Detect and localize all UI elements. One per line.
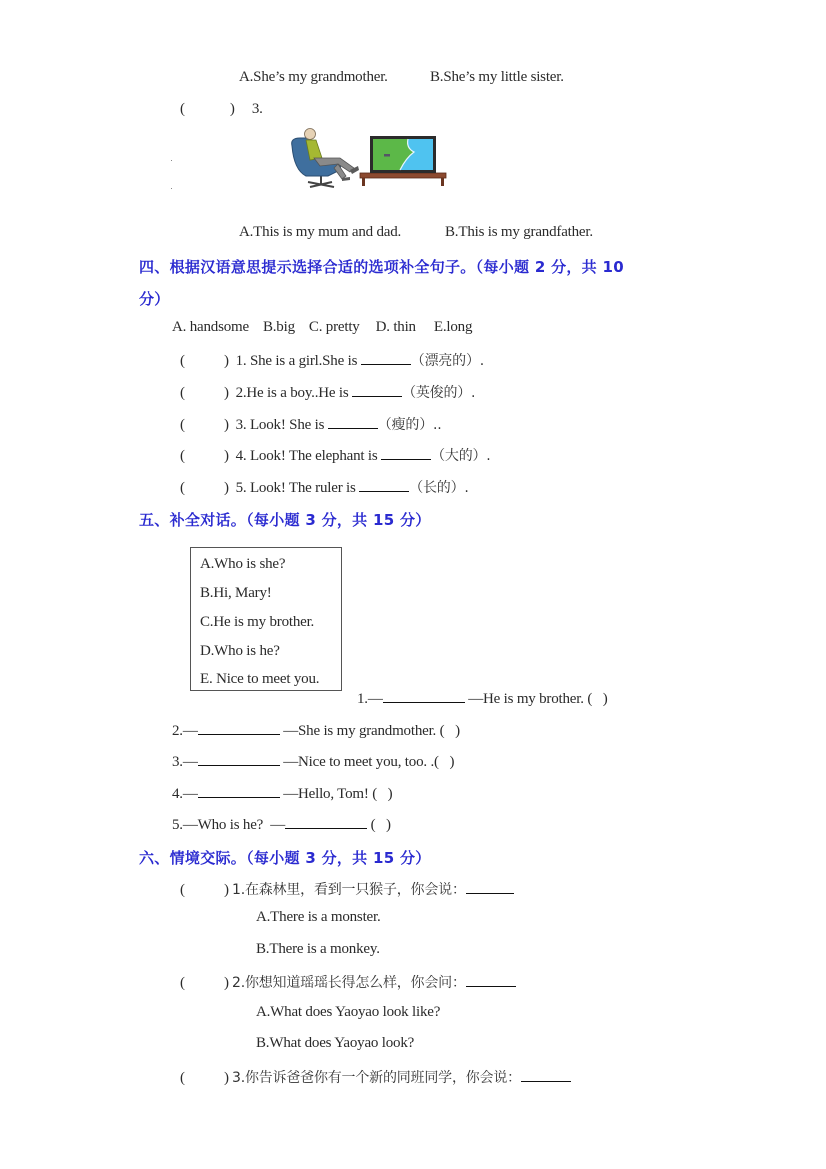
dialogue-item xyxy=(357,690,608,708)
tv-icon xyxy=(360,136,446,186)
q2-option-a: A.She’s my grandmother. xyxy=(239,69,388,85)
dialogue-item xyxy=(172,753,454,771)
situation-prompt: 1.在森林里，看到一只猴子，你会说： xyxy=(232,882,466,898)
q3-option-b: B.This is my grandfather. xyxy=(445,224,593,240)
dialogue-number: 3.— xyxy=(172,754,198,770)
q3-answer-paren[interactable] xyxy=(180,101,263,118)
dialogue-option: E. Nice to meet you. xyxy=(200,671,320,687)
answer-paren[interactable]: ( ) xyxy=(180,480,229,496)
situation-option: A.There is a monster. xyxy=(256,909,381,925)
dialogue-number: 1.— xyxy=(357,691,383,707)
q3-option-a: A.This is my mum and dad. xyxy=(239,224,402,240)
section4-item xyxy=(180,445,491,465)
dialogue-option: C.He is my brother. xyxy=(200,614,315,630)
section4-item xyxy=(180,414,442,434)
answer-blank[interactable] xyxy=(381,447,431,460)
answer-paren[interactable]: ( ) xyxy=(439,723,460,739)
answer-paren[interactable]: ( ) xyxy=(180,882,229,898)
chinese-hint: （瘦的）.. xyxy=(377,417,442,433)
answer-blank[interactable] xyxy=(352,384,402,397)
answer-paren[interactable]: ( ) xyxy=(434,754,455,770)
stray-mark xyxy=(171,160,172,161)
answer-blank[interactable] xyxy=(521,1069,571,1082)
situation-prompt: 2.你想知道瑶瑶长得怎么样，你会问： xyxy=(232,975,466,991)
answer-blank[interactable] xyxy=(198,722,280,735)
word-bank-option: A. handsome xyxy=(172,319,249,335)
q3-number: 3. xyxy=(251,101,263,117)
answer-blank[interactable] xyxy=(198,753,280,766)
section6-item xyxy=(180,1067,571,1087)
chinese-hint: （长的）. xyxy=(409,480,469,496)
answer-paren[interactable]: ( ) xyxy=(180,1070,229,1086)
dialogue-number: 2.— xyxy=(172,723,198,739)
dialogue-reply: —She is my grandmother. xyxy=(283,723,437,739)
answer-blank[interactable] xyxy=(466,881,514,894)
section4-item xyxy=(180,382,475,402)
item-text: 3. Look! She is xyxy=(235,417,325,433)
section6-item xyxy=(180,879,514,899)
answer-blank[interactable] xyxy=(285,816,367,829)
dialogue-option: B.Hi, Mary! xyxy=(200,585,272,601)
section6-heading: 六、情境交际。（每小题 3 分，共 15 分） xyxy=(139,849,431,867)
paren-close: ) xyxy=(229,101,235,117)
chinese-hint: （漂亮的）. xyxy=(410,353,485,369)
dialogue-reply: —Nice to meet you, too. . xyxy=(283,754,435,770)
answer-paren[interactable]: ( ) xyxy=(180,353,229,369)
chinese-hint: （英俊的）. xyxy=(402,385,476,401)
dialogue-number: 4.— xyxy=(172,786,198,802)
answer-blank[interactable] xyxy=(359,479,409,492)
word-bank-option: C. pretty xyxy=(308,319,360,335)
q2-option-b: B.She’s my little sister. xyxy=(430,69,564,85)
answer-paren[interactable]: ( ) xyxy=(370,817,391,833)
answer-blank[interactable] xyxy=(466,974,516,987)
dialogue-number: 5.— xyxy=(172,817,198,833)
man-watching-tv-image xyxy=(288,124,448,190)
answer-blank[interactable] xyxy=(328,416,378,429)
answer-paren[interactable]: ( ) xyxy=(180,975,229,991)
situation-option: B.There is a monkey. xyxy=(256,941,380,957)
dialogue-options-box xyxy=(190,547,342,691)
item-text: 2.He is a boy..He is xyxy=(235,385,349,401)
section4-item xyxy=(180,350,484,370)
situation-prompt: 3.你告诉爸爸你有一个新的同班同学，你会说： xyxy=(232,1070,521,1086)
answer-blank[interactable] xyxy=(383,690,465,703)
answer-blank[interactable] xyxy=(198,785,280,798)
section4-item xyxy=(180,477,469,497)
word-bank-option: E.long xyxy=(433,319,473,335)
dialogue-item xyxy=(172,722,460,740)
word-bank-option: B.big xyxy=(262,319,295,335)
answer-paren[interactable]: ( ) xyxy=(180,385,229,401)
answer-paren[interactable]: ( ) xyxy=(180,417,229,433)
item-text: 5. Look! The ruler is xyxy=(235,480,356,496)
dialogue-prompt: Who is he? — xyxy=(197,817,286,833)
stray-mark xyxy=(171,188,172,189)
section4-heading-cont: 分） xyxy=(139,290,170,308)
dialogue-reply: —He is my brother. xyxy=(468,691,584,707)
situation-option: B.What does Yaoyao look? xyxy=(256,1035,415,1051)
chinese-hint: （大的）. xyxy=(431,448,491,464)
dialogue-item xyxy=(172,816,391,834)
paren-open: ( xyxy=(180,101,185,117)
item-text: 1. She is a girl.She is xyxy=(235,353,358,369)
dialogue-reply: —Hello, Tom! xyxy=(283,786,369,802)
word-bank xyxy=(172,319,472,336)
dialogue-item xyxy=(172,785,392,803)
section6-item xyxy=(180,972,516,992)
item-text: 4. Look! The elephant is xyxy=(235,448,378,464)
word-bank-option: D. thin xyxy=(375,319,416,335)
answer-paren[interactable]: ( ) xyxy=(180,448,229,464)
dialogue-option: D.Who is he? xyxy=(200,643,280,659)
section4-heading: 四、根据汉语意思提示选择合适的选项补全句子。（每小题 2 分，共 10 xyxy=(139,258,624,276)
answer-paren[interactable]: ( ) xyxy=(372,786,393,802)
situation-option: A.What does Yaoyao look like? xyxy=(256,1004,441,1020)
answer-blank[interactable] xyxy=(361,352,411,365)
answer-paren[interactable]: ( ) xyxy=(587,691,608,707)
section5-heading: 五、补全对话。（每小题 3 分，共 15 分） xyxy=(139,511,431,529)
dialogue-option: A.Who is she? xyxy=(200,556,286,572)
